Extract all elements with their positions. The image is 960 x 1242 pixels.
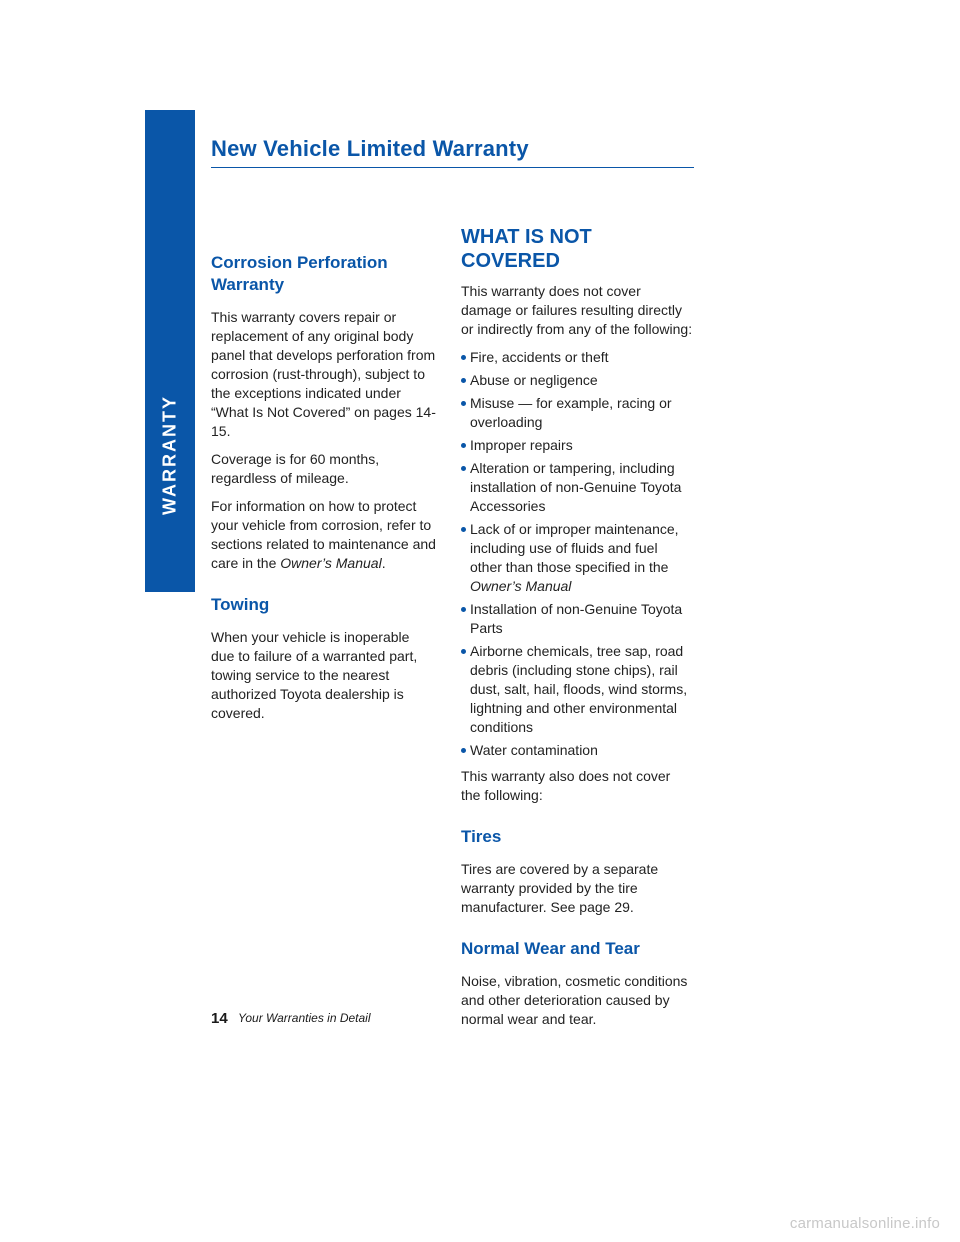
not-covered-intro: This warranty does not cover damage or failures resulting directly or indirectly from any of the following: bbox=[461, 283, 693, 337]
right-column bbox=[461, 225, 693, 1038]
wear-paragraph: Noise, vibration, cosmetic conditions and other deterioration caused by normal wear and tear. bbox=[461, 973, 688, 1027]
towing-paragraph: When your vehicle is inoperable due to failure of a warranted part, towing service to the nearest authorized Toyota dealership is covered. bbox=[211, 629, 418, 721]
owners-manual-ref: Owner’s Manual bbox=[470, 578, 572, 594]
corrosion-p3-text: For information on how to protect your vehicle from corrosion, refer to sections related to maintenance and care in the bbox=[211, 498, 436, 571]
exclusions-list bbox=[461, 348, 693, 760]
not-covered-outro: This warranty also does not cover the following: bbox=[461, 768, 671, 803]
page-number: 14 bbox=[211, 1010, 228, 1027]
wear-heading: Normal Wear and Tear bbox=[461, 939, 640, 958]
towing-heading: Towing bbox=[211, 595, 270, 614]
left-column bbox=[211, 252, 436, 732]
list-item: Fire, accidents or theft bbox=[461, 348, 693, 367]
list-item bbox=[461, 520, 693, 596]
corrosion-section bbox=[211, 252, 436, 573]
corrosion-paragraph-3 bbox=[211, 497, 436, 573]
towing-section bbox=[211, 594, 436, 723]
owners-manual-ref: Owner’s Manual bbox=[280, 555, 382, 571]
corrosion-paragraph-2: Coverage is for 60 months, regardless of mileage. bbox=[211, 451, 380, 486]
title-divider bbox=[211, 167, 694, 168]
list-item: Misuse — for example, racing or overloading bbox=[461, 394, 693, 432]
list-item: Water contamination bbox=[461, 741, 693, 760]
list-item-text: Lack of or improper maintenance, including use of fluids and fuel other than those specified in the bbox=[470, 521, 679, 575]
list-item: Airborne chemicals, tree sap, road debris (including stone chips), rail dust, salt, hail, floods, wind storms, lightning and other environmental conditions bbox=[461, 642, 693, 737]
not-covered-heading: WHAT IS NOT COVERED bbox=[461, 226, 592, 272]
tires-paragraph: Tires are covered by a separate warranty provided by the tire manufacturer. See page 29. bbox=[461, 861, 659, 915]
side-section-tab bbox=[145, 110, 195, 592]
list-item: Installation of non-Genuine Toyota Parts bbox=[461, 600, 693, 638]
tires-section bbox=[461, 826, 693, 917]
list-item: Improper repairs bbox=[461, 436, 693, 455]
not-covered-section bbox=[461, 225, 693, 805]
side-tab-label: WARRANTY bbox=[159, 395, 180, 515]
page-title: New Vehicle Limited Warranty bbox=[211, 136, 529, 161]
list-item: Abuse or negligence bbox=[461, 371, 693, 390]
corrosion-p3-end: . bbox=[381, 555, 386, 571]
watermark: carmanualsonline.info bbox=[789, 1215, 940, 1232]
corrosion-paragraph-1: This warranty covers repair or replacement of any original body panel that develops perforation from corrosion (rust-through), subject to the exceptions indicated under “What Is Not Covered” on pages 14-15. bbox=[211, 309, 436, 439]
list-item: Alteration or tampering, including installation of non-Genuine Toyota Accessories bbox=[461, 459, 693, 516]
tires-heading: Tires bbox=[461, 827, 502, 846]
footer-section-title: Your Warranties in Detail bbox=[238, 1011, 371, 1025]
wear-section bbox=[461, 938, 693, 1029]
corrosion-heading: Corrosion Perforation Warranty bbox=[211, 253, 388, 294]
